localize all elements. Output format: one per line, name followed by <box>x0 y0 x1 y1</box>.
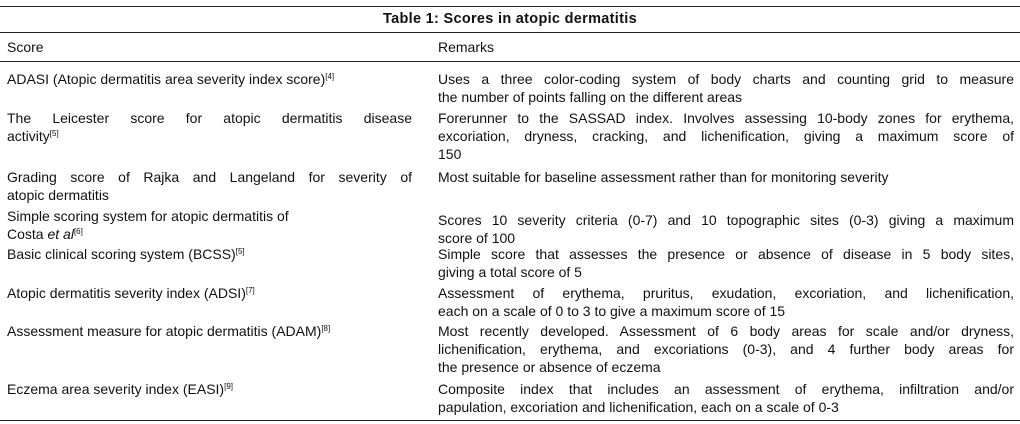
remarks-cell <box>438 168 1014 186</box>
remarks-text-line: giving a total score of 5 <box>438 264 582 280</box>
caption-rule <box>0 32 1020 33</box>
score-cell <box>7 168 412 204</box>
score-text-line: activity[5] <box>7 128 59 144</box>
reference-superscript: [7] <box>245 286 255 295</box>
remarks-text-line: 150 <box>438 146 462 162</box>
reference-superscript: [5] <box>49 129 59 138</box>
remarks-text-line: excoriation, dryness, cracking, and lichenification, giving a maximum score of <box>438 128 1014 144</box>
remarks-text-line: Composite index that includes an assessment of erythema, infiltration and/or <box>438 381 1014 397</box>
score-text-line: Basic clinical scoring system (BCSS)[5] <box>7 246 245 262</box>
score-text-line: Atopic dermatitis severity index (ADSI)[7] <box>7 285 255 301</box>
remarks-text-line: Assessment of erythema, pruritus, exudation, excoriation, and lichenification, <box>438 285 1014 301</box>
reference-superscript: [4] <box>325 72 335 81</box>
et-al-italic: et al <box>47 226 74 242</box>
remarks-text-line: Uses a three color-coding system of body charts and counting grid to measure <box>438 71 1014 87</box>
remarks-text-line: score of 100 <box>438 230 516 246</box>
table-caption: Table 1: Scores in atopic dermatitis <box>383 11 637 27</box>
score-text-line: Costa et al[6] <box>7 226 83 242</box>
header-score: Score <box>7 39 44 55</box>
remarks-text-line: Most suitable for baseline assessment rather than for monitoring severity <box>438 169 889 185</box>
remarks-cell <box>438 284 1014 320</box>
remarks-text-line: Scores 10 severity criteria (0-7) and 10 topographic sites (0-3) giving a maximum <box>438 212 1014 228</box>
score-cell <box>7 284 412 302</box>
score-cell <box>7 70 412 88</box>
remarks-cell <box>438 109 1014 163</box>
remarks-cell <box>438 211 1014 247</box>
remarks-text-line: the number of points falling on the different areas <box>438 89 743 105</box>
header-rule <box>0 61 1020 62</box>
score-text-line: Grading score of Rajka and Langeland for severity of <box>7 169 412 185</box>
remarks-cell <box>438 70 1014 106</box>
remarks-cell <box>438 322 1014 376</box>
score-text-line: ADASI (Atopic dermatitis area severity index score)[4] <box>7 71 335 87</box>
table-bottom-rule <box>0 420 1020 421</box>
remarks-text-line: lichenification, erythema, and excoriations (0-3), and 4 further body areas for <box>438 341 1014 357</box>
score-text-line: Eczema area severity index (EASI)[9] <box>7 381 233 397</box>
header-remarks: Remarks <box>438 39 495 55</box>
score-cell <box>7 245 412 263</box>
remarks-text-line: the presence or absence of eczema <box>438 359 661 375</box>
score-text-line: Assessment measure for atopic dermatitis (ADAM)[8] <box>7 323 331 339</box>
remarks-cell <box>438 380 1014 416</box>
remarks-text-line: Forerunner to the SASSAD index. Involves assessing 10-body zones for erythema, <box>438 110 1014 126</box>
score-cell <box>7 380 412 398</box>
score-cell <box>7 109 412 145</box>
score-cell <box>7 207 412 243</box>
remarks-text-line: papulation, excoriation and lichenification, each on a scale of 0-3 <box>438 399 839 415</box>
reference-superscript: [8] <box>321 324 331 333</box>
score-text-line: The Leicester score for atopic dermatitis disease <box>7 110 412 126</box>
reference-superscript: [5] <box>235 247 245 256</box>
score-text-line: Simple scoring system for atopic dermatitis of <box>7 208 289 224</box>
reference-superscript: [6] <box>73 227 83 236</box>
remarks-text-line: Simple score that assesses the presence or absence of disease in 5 body sites, <box>438 246 1014 262</box>
remarks-text-line: each on a scale of 0 to 3 to give a maximum score of 15 <box>438 303 786 319</box>
remarks-text-line: Most recently developed. Assessment of 6 body areas for scale and/or dryness, <box>438 323 1014 339</box>
table-top-rule <box>0 6 1020 7</box>
score-text-line: atopic dermatitis <box>7 187 109 203</box>
score-cell <box>7 322 412 340</box>
remarks-cell <box>438 245 1014 281</box>
reference-superscript: [9] <box>224 382 233 391</box>
